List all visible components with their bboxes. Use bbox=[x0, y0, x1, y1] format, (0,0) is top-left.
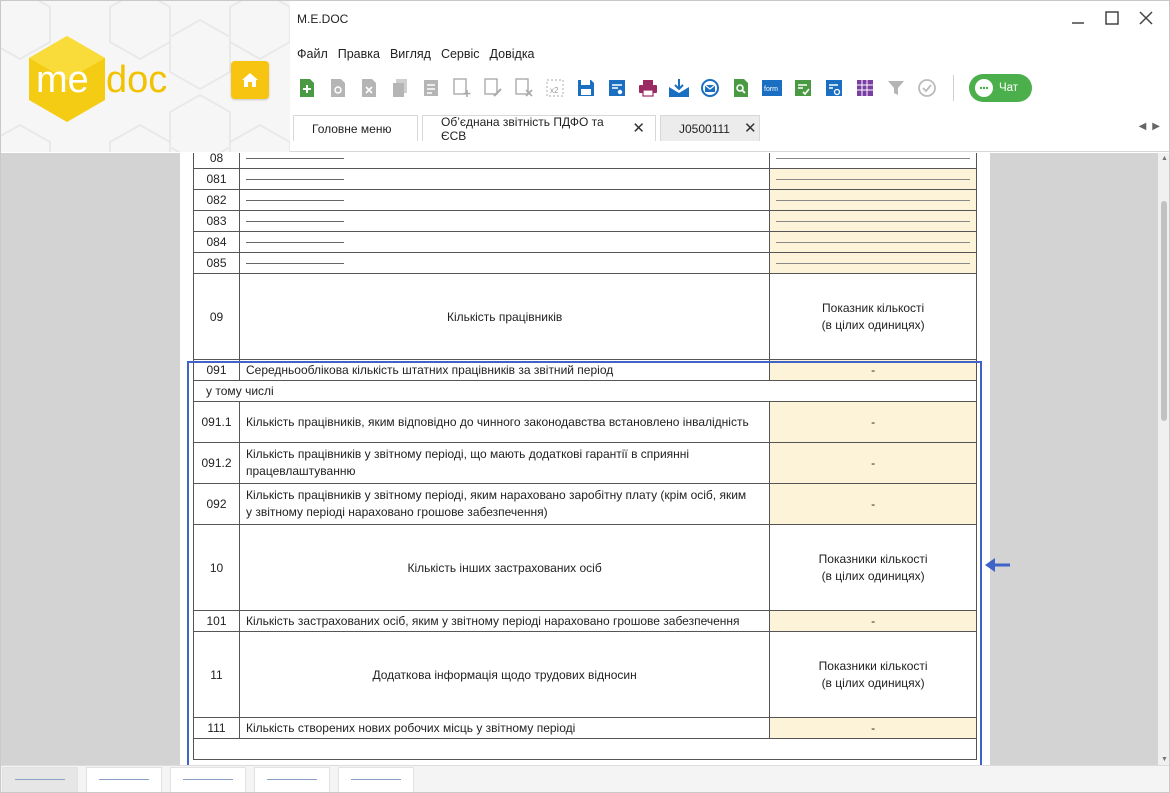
row-code: 091.1 bbox=[194, 402, 240, 443]
row-label: Кількість створених нових робочих місць у звітному періоді bbox=[239, 718, 769, 739]
row-code: 111 bbox=[194, 718, 240, 739]
add-document-icon bbox=[452, 78, 472, 98]
close-icon bbox=[1139, 11, 1153, 25]
menu-service[interactable]: Сервіс bbox=[440, 47, 480, 61]
page-thumbnail[interactable] bbox=[2, 767, 78, 793]
table-icon bbox=[855, 78, 875, 98]
value-input[interactable]: - bbox=[770, 443, 977, 484]
row-code: 09 bbox=[194, 274, 240, 360]
delete-document-icon bbox=[360, 78, 378, 98]
maximize-button[interactable] bbox=[1102, 8, 1122, 28]
edit-list-icon bbox=[422, 78, 440, 98]
scroll-up-icon[interactable]: ▲ bbox=[1161, 155, 1168, 162]
app-header bbox=[0, 0, 1170, 152]
value-input[interactable]: - bbox=[770, 718, 977, 739]
tab-bar bbox=[293, 115, 760, 141]
sync-button[interactable] bbox=[699, 76, 721, 100]
table-row bbox=[194, 611, 977, 632]
medoc-logo bbox=[29, 36, 167, 122]
menu-edit[interactable]: Правка bbox=[337, 47, 380, 61]
value-input[interactable] bbox=[770, 211, 977, 232]
delete-document-button[interactable] bbox=[358, 76, 380, 100]
row-label: Середньооблікова кількість штатних працівників за звітний період bbox=[239, 360, 769, 381]
value-cell[interactable] bbox=[770, 153, 977, 169]
pointer-arrow-icon bbox=[984, 556, 1012, 574]
view-document-icon bbox=[329, 78, 347, 98]
table-button[interactable] bbox=[854, 76, 876, 100]
scroll-down-icon[interactable]: ▼ bbox=[1161, 756, 1168, 763]
section-header-row bbox=[194, 274, 977, 360]
table-row bbox=[194, 211, 977, 232]
including-label: у тому числі bbox=[194, 381, 977, 402]
table-row bbox=[194, 153, 977, 169]
row-code: 091.2 bbox=[194, 443, 240, 484]
print-button[interactable] bbox=[637, 76, 659, 100]
row-label: Кількість працівників, яким відповідно до чинного законодавства встановлено інвалідність bbox=[239, 402, 769, 443]
blank-line bbox=[246, 179, 344, 180]
menu-file[interactable]: Файл bbox=[297, 47, 328, 61]
value-input[interactable] bbox=[770, 232, 977, 253]
section-title: Додаткова інформація щодо трудових відносин bbox=[239, 632, 769, 718]
sync-icon bbox=[699, 77, 721, 99]
logo-text-me: me bbox=[36, 59, 89, 101]
close-tab-icon[interactable]: ✕ bbox=[743, 120, 757, 137]
table-row bbox=[194, 718, 977, 739]
maximize-icon bbox=[1105, 11, 1119, 25]
edit-list-button[interactable] bbox=[420, 76, 442, 100]
row-code: 084 bbox=[194, 232, 240, 253]
page-thumbnail[interactable] bbox=[170, 767, 246, 793]
table-row bbox=[194, 443, 977, 484]
value-input[interactable]: - bbox=[770, 611, 977, 632]
table-row bbox=[194, 739, 977, 760]
value-input[interactable]: - bbox=[770, 360, 977, 381]
toolbar-separator bbox=[953, 75, 954, 101]
table-row bbox=[194, 169, 977, 190]
logo-text-doc: doc bbox=[106, 59, 168, 101]
add-document-button[interactable] bbox=[451, 76, 473, 100]
blank-line bbox=[246, 221, 344, 222]
blank-line bbox=[246, 200, 344, 201]
svg-text:form: form bbox=[764, 86, 778, 93]
chat-label: Чат bbox=[999, 82, 1019, 94]
value-header: Показники кількості (в цілих одиницях) bbox=[770, 632, 977, 718]
value-header: Показники кількості (в цілих одиницях) bbox=[770, 525, 977, 611]
cancel-document-icon bbox=[514, 78, 534, 98]
value-input[interactable] bbox=[770, 253, 977, 274]
check-sync-button[interactable] bbox=[916, 76, 938, 100]
row-code: 101 bbox=[194, 611, 240, 632]
report-table bbox=[193, 153, 977, 760]
filter-icon bbox=[886, 78, 906, 98]
value-input[interactable] bbox=[770, 169, 977, 190]
row-code: 082 bbox=[194, 190, 240, 211]
preview-button[interactable] bbox=[606, 76, 628, 100]
menu-bar bbox=[297, 47, 535, 61]
svg-text:x2: x2 bbox=[550, 86, 559, 95]
print-icon bbox=[638, 78, 658, 98]
x2-copy-icon bbox=[545, 78, 565, 98]
tab-label: Головне меню bbox=[312, 121, 392, 136]
view-document-button[interactable] bbox=[327, 76, 349, 100]
tab-scroll-right-icon[interactable]: ▶ bbox=[1152, 121, 1160, 132]
cancel-document-button[interactable] bbox=[513, 76, 535, 100]
blank-line bbox=[246, 158, 344, 159]
tab-label: J0500111 bbox=[679, 121, 730, 136]
row-code: 092 bbox=[194, 484, 240, 525]
home-icon bbox=[241, 72, 259, 88]
row-code: 083 bbox=[194, 211, 240, 232]
document-page bbox=[180, 153, 990, 765]
filter-button[interactable] bbox=[885, 76, 907, 100]
tab-combined-report[interactable] bbox=[422, 115, 656, 141]
table-row bbox=[194, 484, 977, 525]
window-controls bbox=[1068, 8, 1156, 28]
vertical-scrollbar[interactable] bbox=[1158, 153, 1170, 765]
send-icon bbox=[668, 78, 690, 98]
table-row bbox=[194, 190, 977, 211]
preview-icon bbox=[607, 78, 627, 98]
x2-copy-button[interactable] bbox=[544, 76, 566, 100]
table-row bbox=[194, 232, 977, 253]
minimize-button[interactable] bbox=[1068, 8, 1088, 28]
edit-document-button[interactable] bbox=[482, 76, 504, 100]
menu-help[interactable]: Довідка bbox=[489, 47, 535, 61]
new-document-button[interactable] bbox=[296, 76, 318, 100]
form-button[interactable] bbox=[761, 76, 783, 100]
tab-j0500111[interactable] bbox=[660, 115, 760, 141]
page-thumbnails-bar bbox=[0, 765, 1170, 793]
section-title: Кількість інших застрахованих осіб bbox=[239, 525, 769, 611]
value-header: Показник кількості (в цілих одиницях) bbox=[770, 274, 977, 360]
row-code: 081 bbox=[194, 169, 240, 190]
send-button[interactable] bbox=[668, 76, 690, 100]
row-label: Кількість працівників у звітному періоді, яким нараховано заробітну плату (крім осіб, яким у звітному періоді нараховано грошове забезпечення) bbox=[239, 484, 769, 525]
scrollbar-thumb[interactable] bbox=[1161, 201, 1167, 421]
value-input[interactable]: - bbox=[770, 484, 977, 525]
section-header-row bbox=[194, 632, 977, 718]
check-list-icon bbox=[793, 78, 813, 98]
tab-scroll-arrows bbox=[1139, 121, 1160, 132]
check-list-button[interactable] bbox=[792, 76, 814, 100]
refresh-list-button[interactable] bbox=[823, 76, 845, 100]
table-row bbox=[194, 360, 977, 381]
copy-document-icon bbox=[391, 78, 409, 98]
section-header-row bbox=[194, 525, 977, 611]
edit-document-icon bbox=[483, 78, 503, 98]
chat-button[interactable] bbox=[969, 74, 1032, 102]
tab-main-menu[interactable] bbox=[293, 115, 418, 141]
row-code: 11 bbox=[194, 632, 240, 718]
close-window-button[interactable] bbox=[1136, 8, 1156, 28]
chat-icon bbox=[975, 79, 993, 97]
tab-scroll-left-icon[interactable]: ◀ bbox=[1138, 121, 1147, 132]
row-label: Кількість працівників у звітному періоді, що мають додаткові гарантії в сприянні працевлаштуванню bbox=[239, 443, 769, 484]
table-row bbox=[194, 253, 977, 274]
search-document-button[interactable] bbox=[730, 76, 752, 100]
empty-row bbox=[194, 739, 977, 760]
new-document-icon bbox=[298, 78, 316, 98]
row-code: 08 bbox=[194, 153, 240, 169]
page-thumbnail[interactable] bbox=[338, 767, 414, 793]
value-input[interactable] bbox=[770, 190, 977, 211]
tab-label: Об’єднана звітність ПДФО та ЄСВ bbox=[441, 114, 604, 143]
row-code: 085 bbox=[194, 253, 240, 274]
save-icon bbox=[576, 78, 596, 98]
app-title: M.E.DOC bbox=[297, 12, 349, 26]
table-row bbox=[194, 381, 977, 402]
page-thumbnail[interactable] bbox=[254, 767, 330, 793]
refresh-list-icon bbox=[824, 78, 844, 98]
save-button[interactable] bbox=[575, 76, 597, 100]
toolbar bbox=[296, 73, 1032, 103]
home-button[interactable] bbox=[231, 61, 269, 99]
menu-view[interactable]: Вигляд bbox=[389, 47, 431, 61]
close-tab-icon[interactable]: ✕ bbox=[632, 120, 645, 137]
check-sync-icon bbox=[916, 77, 938, 99]
row-code: 10 bbox=[194, 525, 240, 611]
form-icon bbox=[761, 78, 783, 98]
value-input[interactable]: - bbox=[770, 402, 977, 443]
table-row bbox=[194, 402, 977, 443]
blank-line bbox=[246, 263, 344, 264]
row-code: 091 bbox=[194, 360, 240, 381]
page-thumbnail[interactable] bbox=[86, 767, 162, 793]
copy-document-button[interactable] bbox=[389, 76, 411, 100]
search-document-icon bbox=[732, 78, 750, 98]
row-label: Кількість застрахованих осіб, яким у звітному періоді нараховано грошове забезпечення bbox=[239, 611, 769, 632]
minimize-icon bbox=[1071, 11, 1085, 25]
blank-line bbox=[246, 242, 344, 243]
section-title: Кількість працівників bbox=[239, 274, 769, 360]
